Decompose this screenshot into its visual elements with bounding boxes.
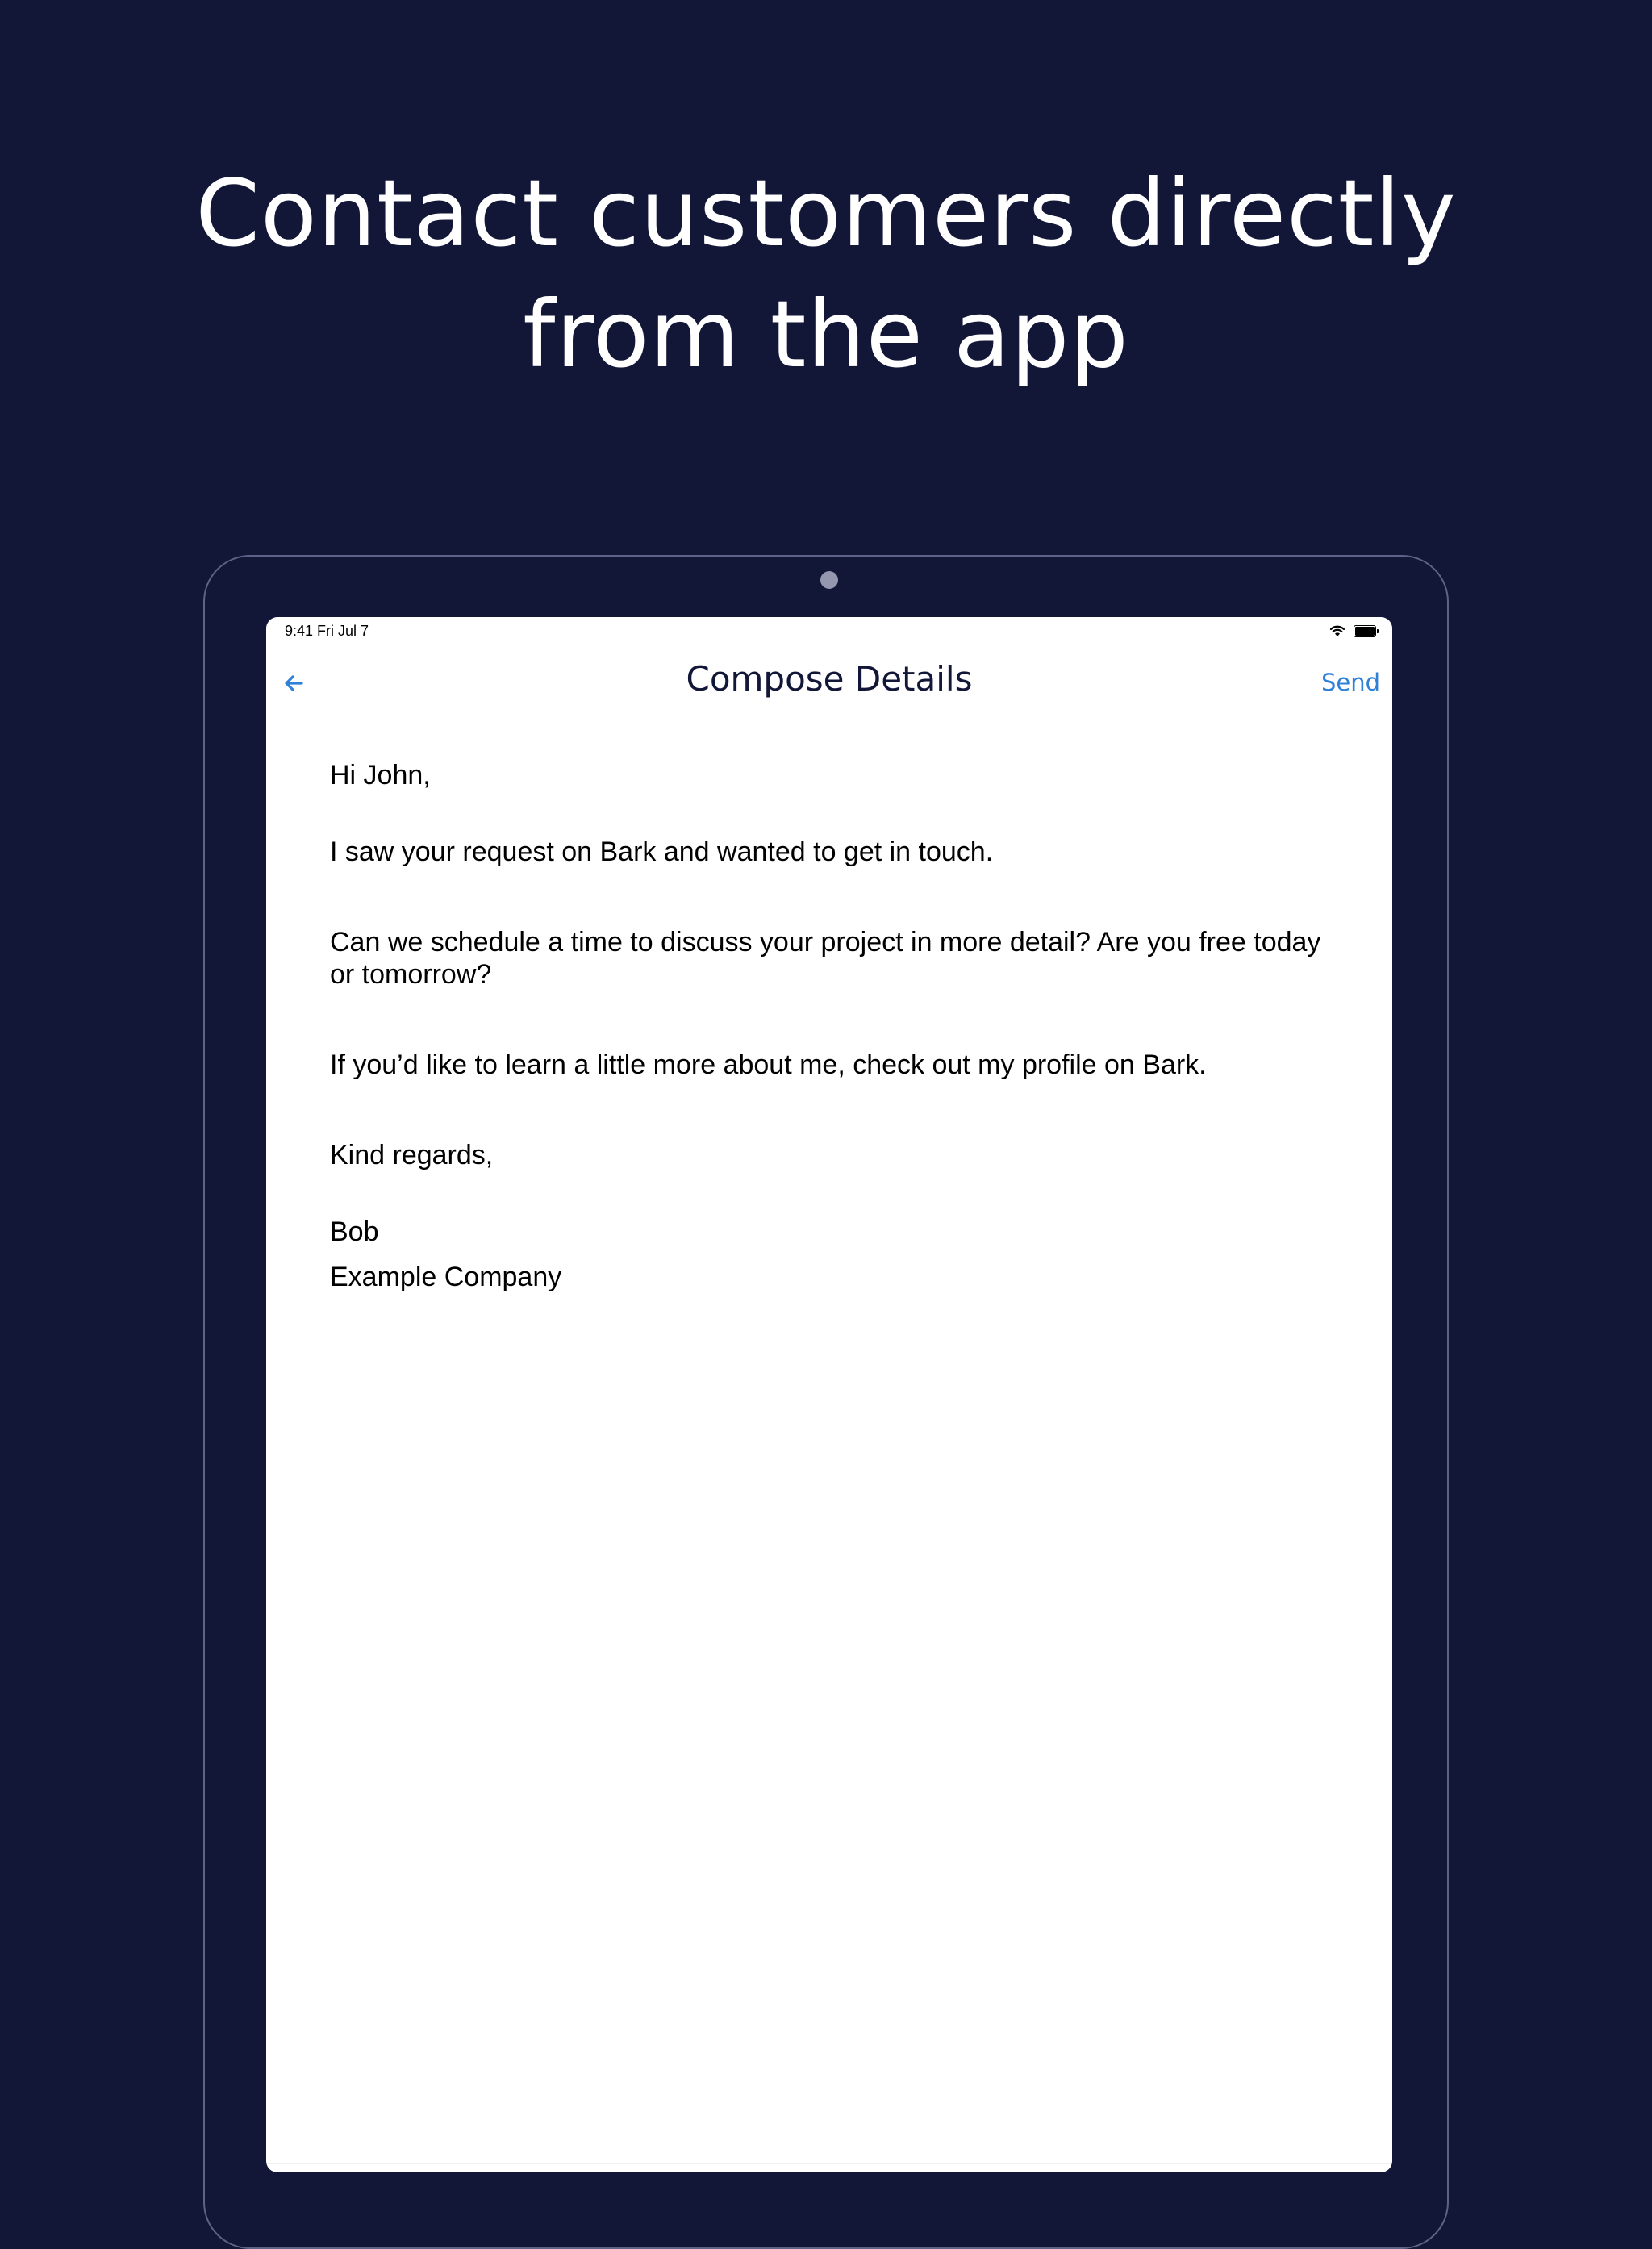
message-intro: I saw your request on Bark and wanted to get in touch. [330, 837, 994, 867]
camera-dot [820, 571, 838, 589]
battery-icon [1354, 625, 1376, 637]
message-body-editor[interactable] [330, 759, 1338, 1293]
message-schedule: Can we schedule a time to discuss your project in more detail? Are you free today or tomorrow? [330, 927, 1321, 990]
message-signature-name: Bob [330, 1216, 379, 1247]
page-title: Compose Details [686, 659, 973, 699]
app-screen [266, 617, 1392, 2172]
headline-line-2: from the app [523, 281, 1129, 388]
message-signature-company: Example Company [330, 1262, 562, 1292]
message-closing: Kind regards, [330, 1140, 494, 1170]
send-button[interactable]: Send [1320, 669, 1380, 696]
promo-headline [0, 153, 1652, 395]
status-time: 9:41 Fri Jul 7 [285, 623, 369, 639]
divider [266, 2163, 1392, 2164]
status-bar [266, 617, 1392, 646]
wifi-icon [1329, 625, 1345, 637]
message-greeting: Hi John, [330, 760, 431, 791]
headline-line-1: Contact customers directly [195, 160, 1457, 267]
message-profile: If you’d like to learn a little more about me, check out my profile on Bark. [330, 1049, 1207, 1080]
status-icons [1329, 624, 1376, 637]
navigation-bar [266, 646, 1392, 716]
